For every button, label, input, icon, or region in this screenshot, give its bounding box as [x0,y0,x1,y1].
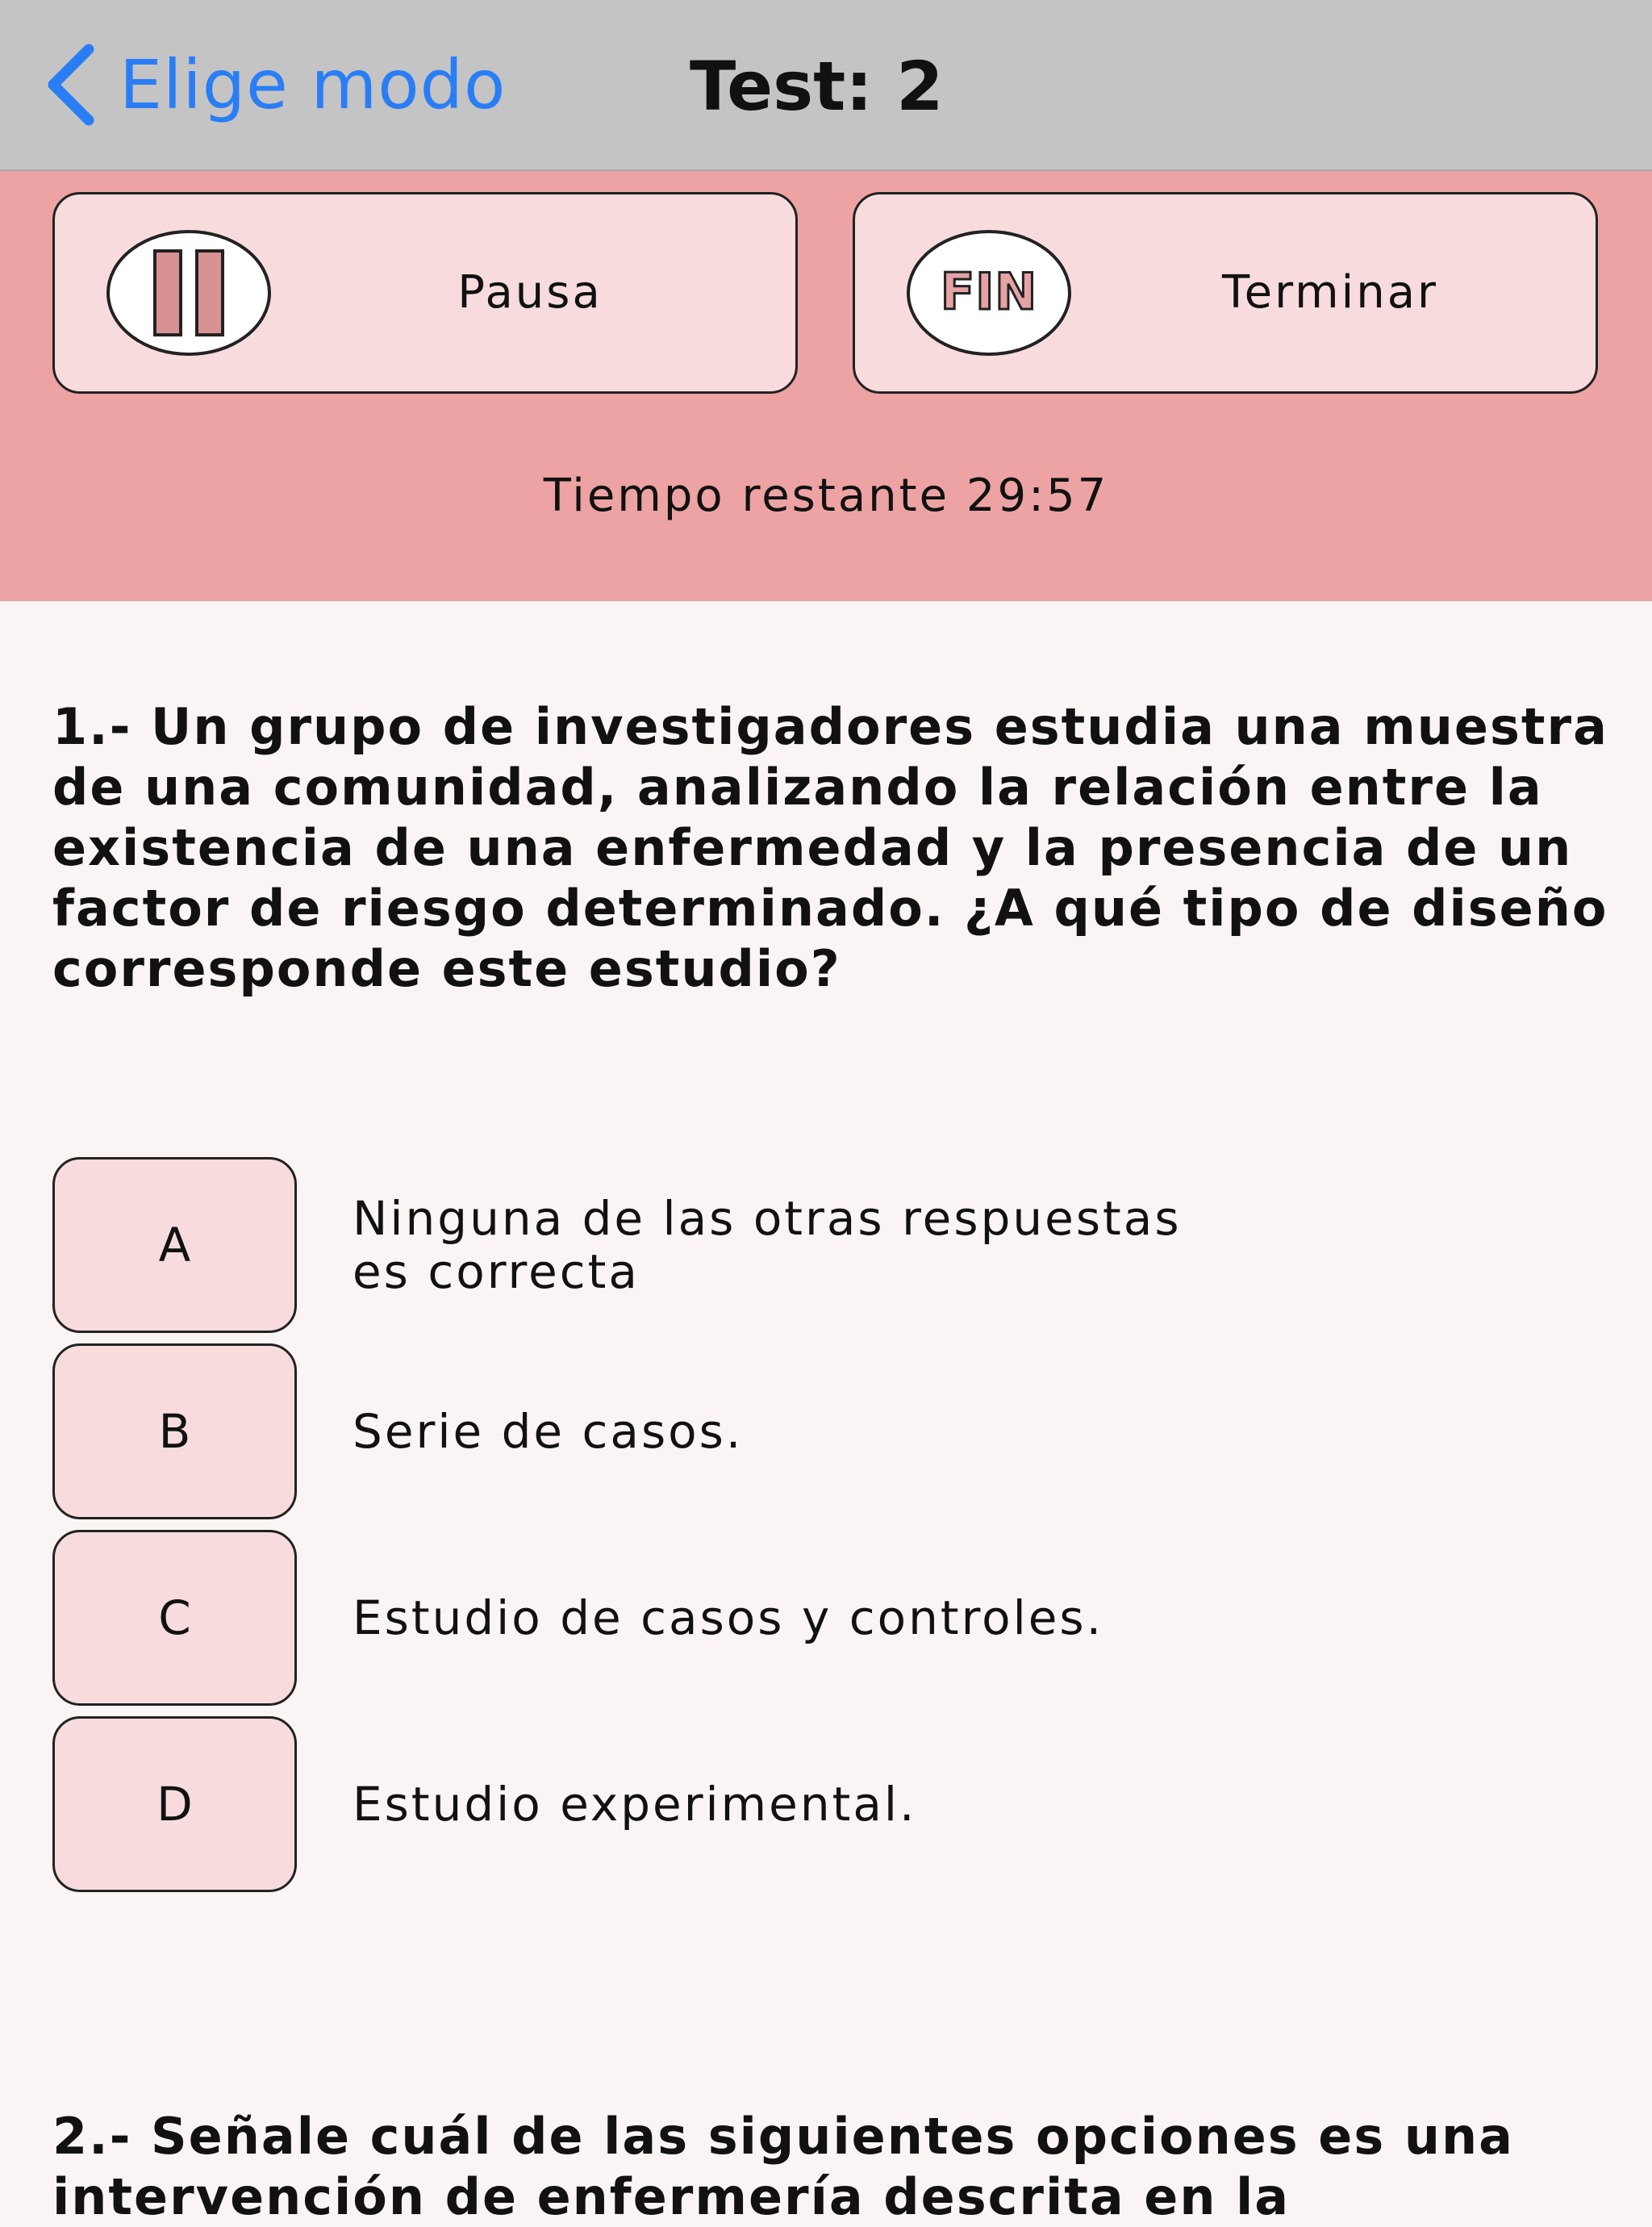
page-title: Test: 2 [690,47,944,126]
answer-button-a[interactable]: A [52,1157,297,1333]
answer-option-d [52,1716,1585,1892]
back-button-label: Elige modo [119,45,507,124]
answer-option-b [52,1343,1585,1519]
answer-text-d [353,1716,1401,1892]
pause-button-label: Pausa [457,266,603,319]
remaining-time-label: Tiempo restante 29:57 [543,470,1109,522]
navigation-bar [0,0,1652,171]
question-text: 2.- Señale cuál de las siguientes opciones es una intervención de enfermería descrita en la [52,2107,1514,2226]
answer-text-line: Serie de casos. [353,1404,744,1459]
answer-button-b[interactable]: B [52,1343,297,1519]
answer-text-c [353,1530,1401,1706]
answer-option-c [52,1530,1585,1706]
fin-badge-icon [905,228,1073,357]
answer-text-a [353,1157,1401,1333]
answer-text-line: es correcta [353,1244,640,1299]
test-controls-panel [0,171,1652,601]
answer-text-b [353,1343,1401,1519]
answer-text-line: Estudio de casos y controles. [353,1590,1104,1645]
answer-text-line: Estudio experimental. [353,1777,917,1832]
answer-button-c[interactable]: C [52,1530,297,1706]
back-button[interactable] [42,40,506,129]
pause-button[interactable] [52,192,798,394]
pause-icon [105,228,273,357]
question-text: 1.- Un grupo de investigadores estudia una muestra de una comunidad, analizando la relación entre la existencia de una enfermedad y la presencia de un factor de riesgo determinado. ¿A qué tipo de diseño corresponde este estudio? [52,697,1608,998]
svg-text:FIN: FIN [940,262,1038,321]
finish-button-label: Terminar [1221,266,1439,319]
finish-button[interactable] [853,192,1598,394]
chevron-left-icon [42,43,98,127]
answer-button-d[interactable]: D [52,1716,297,1892]
answer-option-a [52,1157,1585,1333]
answer-text-line: Ninguna de las otras respuestas [353,1191,1182,1246]
